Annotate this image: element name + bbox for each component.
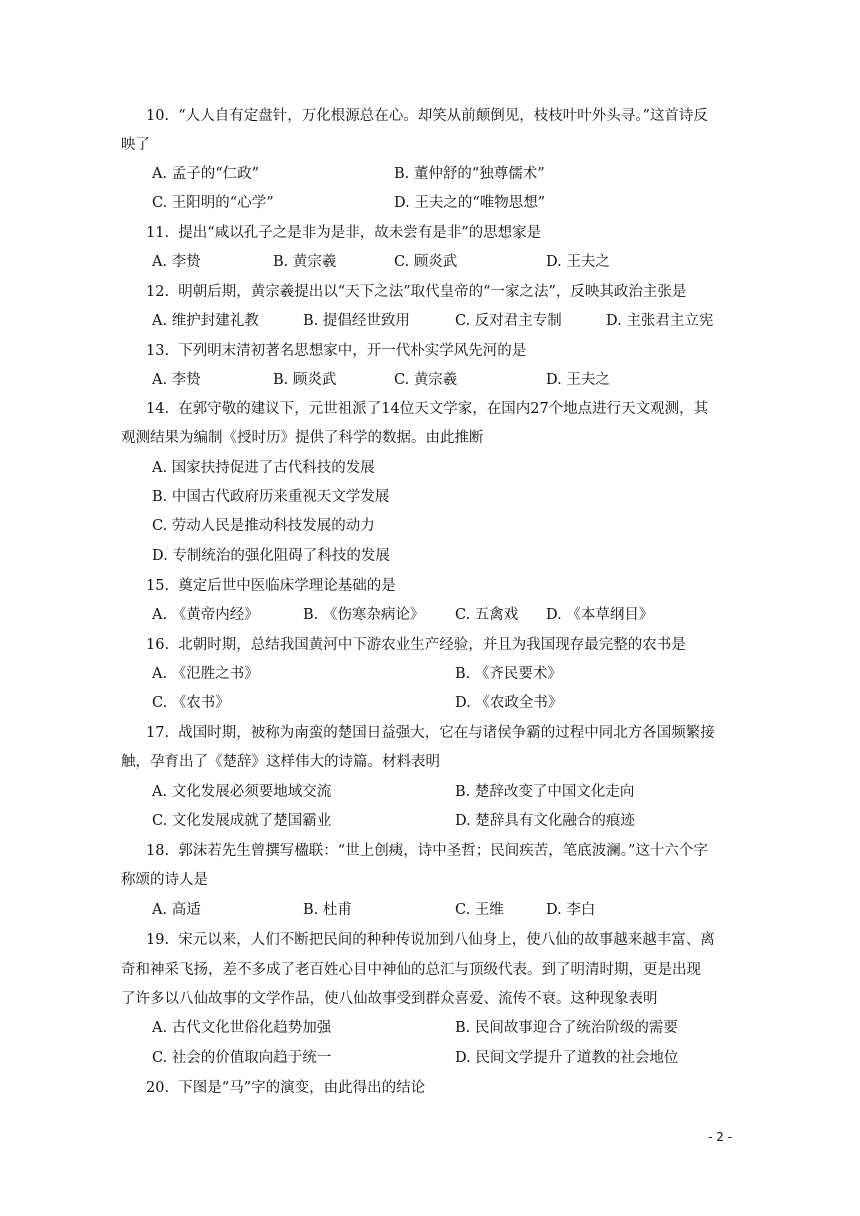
q10-stem-line1 (146, 106, 708, 126)
q13-option-b[interactable]: B. 顾炎武 (273, 372, 337, 388)
q14-option-a[interactable]: A. 国家扶持促进了古代科技的发展 (152, 460, 375, 476)
q10-option-c[interactable]: C. 王阳明的“心学” (152, 195, 274, 211)
q12-stem-line1 (146, 282, 686, 302)
q12-option-a[interactable]: A. 维护封建礼教 (152, 313, 259, 329)
q19-option-d[interactable]: D. 民间文学提升了道教的社会地位 (455, 1050, 679, 1066)
q13-stem-text1: 下列明末清初著名思想家中，开一代朴实学风先河的是 (178, 343, 527, 359)
q13-number: 13. (146, 343, 170, 359)
q10-number: 10. (146, 108, 170, 124)
q17-stem-line2: 触，孕育出了《楚辞》这样伟大的诗篇。材料表明 (121, 754, 440, 770)
q11-number: 11. (146, 225, 170, 241)
q18-stem-line1 (146, 841, 708, 861)
q10-stem-line2: 映了 (121, 137, 150, 153)
q13-option-c[interactable]: C. 黄宗羲 (394, 372, 458, 388)
q14-stem-text1: 在郭守敬的建议下，元世祖派了14位天文学家，在国内27个地点进行天文观测，其 (178, 401, 709, 417)
q19-option-c[interactable]: C. 社会的价值取向趋于统一 (152, 1050, 332, 1066)
q16-option-b[interactable]: B. 《齐民要术》 (455, 666, 562, 682)
q20-stem-line1 (146, 1078, 425, 1098)
q15-stem-line1 (146, 576, 396, 596)
page-number: - 2 - (708, 1130, 732, 1144)
q18-option-b[interactable]: B. 杜甫 (303, 902, 352, 918)
q18-option-d[interactable]: D. 李白 (546, 902, 596, 918)
q12-stem-text1: 明朝后期，黄宗羲提出以“天下之法”取代皇帝的“一家之法”，反映其政治主张是 (178, 284, 687, 300)
q14-number: 14. (146, 401, 170, 417)
q14-stem-line1 (146, 399, 708, 419)
q19-stem-line3: 了许多以八仙故事的文学作品，使八仙故事受到群众喜爱、流传不衰。这种现象表明 (121, 991, 658, 1007)
q12-number: 12. (146, 284, 170, 300)
q11-option-a[interactable]: A. 李贽 (152, 254, 201, 270)
q11-option-b[interactable]: B. 黄宗羲 (273, 254, 337, 270)
q11-stem-line1 (146, 223, 541, 243)
q19-option-a[interactable]: A. 古代文化世俗化趋势加强 (152, 1020, 332, 1036)
q20-number: 20. (146, 1080, 170, 1096)
q17-option-d[interactable]: D. 楚辞具有文化融合的痕迹 (455, 813, 635, 829)
q18-number: 18. (146, 843, 170, 859)
q13-option-a[interactable]: A. 李贽 (152, 372, 201, 388)
q10-stem-text1: “人人自有定盘针，万化根源总在心。却笑从前颠倒见，枝枝叶叶外头寻。”这首诗反 (178, 108, 708, 124)
q17-stem-text1: 战国时期，被称为南蛮的楚国日益强大，它在与诸侯争霸的过程中同北方各国频繁接 (178, 725, 715, 741)
q17-stem-line1 (146, 723, 715, 743)
q15-option-b[interactable]: B. 《伤寒杂病论》 (303, 607, 425, 623)
q18-stem-text1: 郭沫若先生曾撰写楹联：“世上创痍，诗中圣哲；民间疾苦，笔底波澜。”这十六个字 (178, 843, 708, 859)
q15-option-c[interactable]: C. 五禽戏 (455, 607, 519, 623)
q16-option-a[interactable]: A. 《氾胜之书》 (152, 666, 259, 682)
q10-option-d[interactable]: D. 王夫之的“唯物思想” (394, 195, 546, 211)
q15-option-d[interactable]: D. 《本草纲目》 (546, 607, 654, 623)
q17-option-b[interactable]: B. 楚辞改变了中国文化走向 (455, 784, 635, 800)
q16-number: 16. (146, 637, 170, 653)
q19-option-b[interactable]: B. 民间故事迎合了统治阶级的需要 (455, 1020, 678, 1036)
q19-stem-line1 (146, 930, 715, 950)
q14-option-d[interactable]: D. 专制统治的强化阻碍了科技的发展 (152, 548, 390, 564)
q15-stem-text1: 奠定后世中医临床学理论基础的是 (178, 578, 396, 594)
q20-stem-text1: 下图是“马”字的演变，由此得出的结论 (178, 1080, 426, 1096)
q11-option-d[interactable]: D. 王夫之 (546, 254, 610, 270)
q15-number: 15. (146, 578, 170, 594)
q19-stem-text1: 宋元以来，人们不断把民间的种种传说加到八仙身上，使八仙的故事越来越丰富、离 (178, 932, 715, 948)
q10-option-a[interactable]: A. 孟子的“仁政” (152, 166, 260, 182)
q19-stem-line2: 奇和神采飞扬，差不多成了老百姓心目中神仙的总汇与顶级代表。到了明清时期，更是出现 (121, 962, 701, 978)
q18-stem-line2: 称颂的诗人是 (121, 872, 208, 888)
q12-option-b[interactable]: B. 提倡经世致用 (303, 313, 410, 329)
q17-option-a[interactable]: A. 文化发展必须要地域交流 (152, 784, 332, 800)
q10-option-b[interactable]: B. 董仲舒的“独尊儒术” (394, 166, 545, 182)
q12-option-c[interactable]: C. 反对君主专制 (455, 313, 562, 329)
q13-stem-line1 (146, 341, 526, 361)
q17-option-c[interactable]: C. 文化发展成就了楚国霸业 (152, 813, 332, 829)
q14-option-c[interactable]: C. 劳动人民是推动科技发展的动力 (152, 518, 375, 534)
q18-option-c[interactable]: C. 王维 (455, 902, 504, 918)
q13-option-d[interactable]: D. 王夫之 (546, 372, 610, 388)
q11-stem-text1: 提出“咸以孔子之是非为是非，故未尝有是非”的思想家是 (178, 225, 542, 241)
q16-stem-text1: 北朝时期，总结我国黄河中下游农业生产经验，并且为我国现存最完整的农书是 (178, 637, 686, 653)
q16-option-c[interactable]: C. 《农书》 (152, 695, 230, 711)
q16-stem-line1 (146, 635, 686, 655)
q16-option-d[interactable]: D. 《农政全书》 (455, 695, 563, 711)
q12-option-d[interactable]: D. 主张君主立宪 (606, 313, 714, 329)
q17-number: 17. (146, 725, 170, 741)
q14-stem-line2: 观测结果为编制《授时历》提供了科学的数据。由此推断 (121, 430, 484, 446)
q14-option-b[interactable]: B. 中国古代政府历来重视天文学发展 (152, 489, 390, 505)
q19-number: 19. (146, 932, 170, 948)
q18-option-a[interactable]: A. 高适 (152, 902, 201, 918)
q15-option-a[interactable]: A. 《黄帝内经》 (152, 607, 259, 623)
q11-option-c[interactable]: C. 顾炎武 (394, 254, 458, 270)
